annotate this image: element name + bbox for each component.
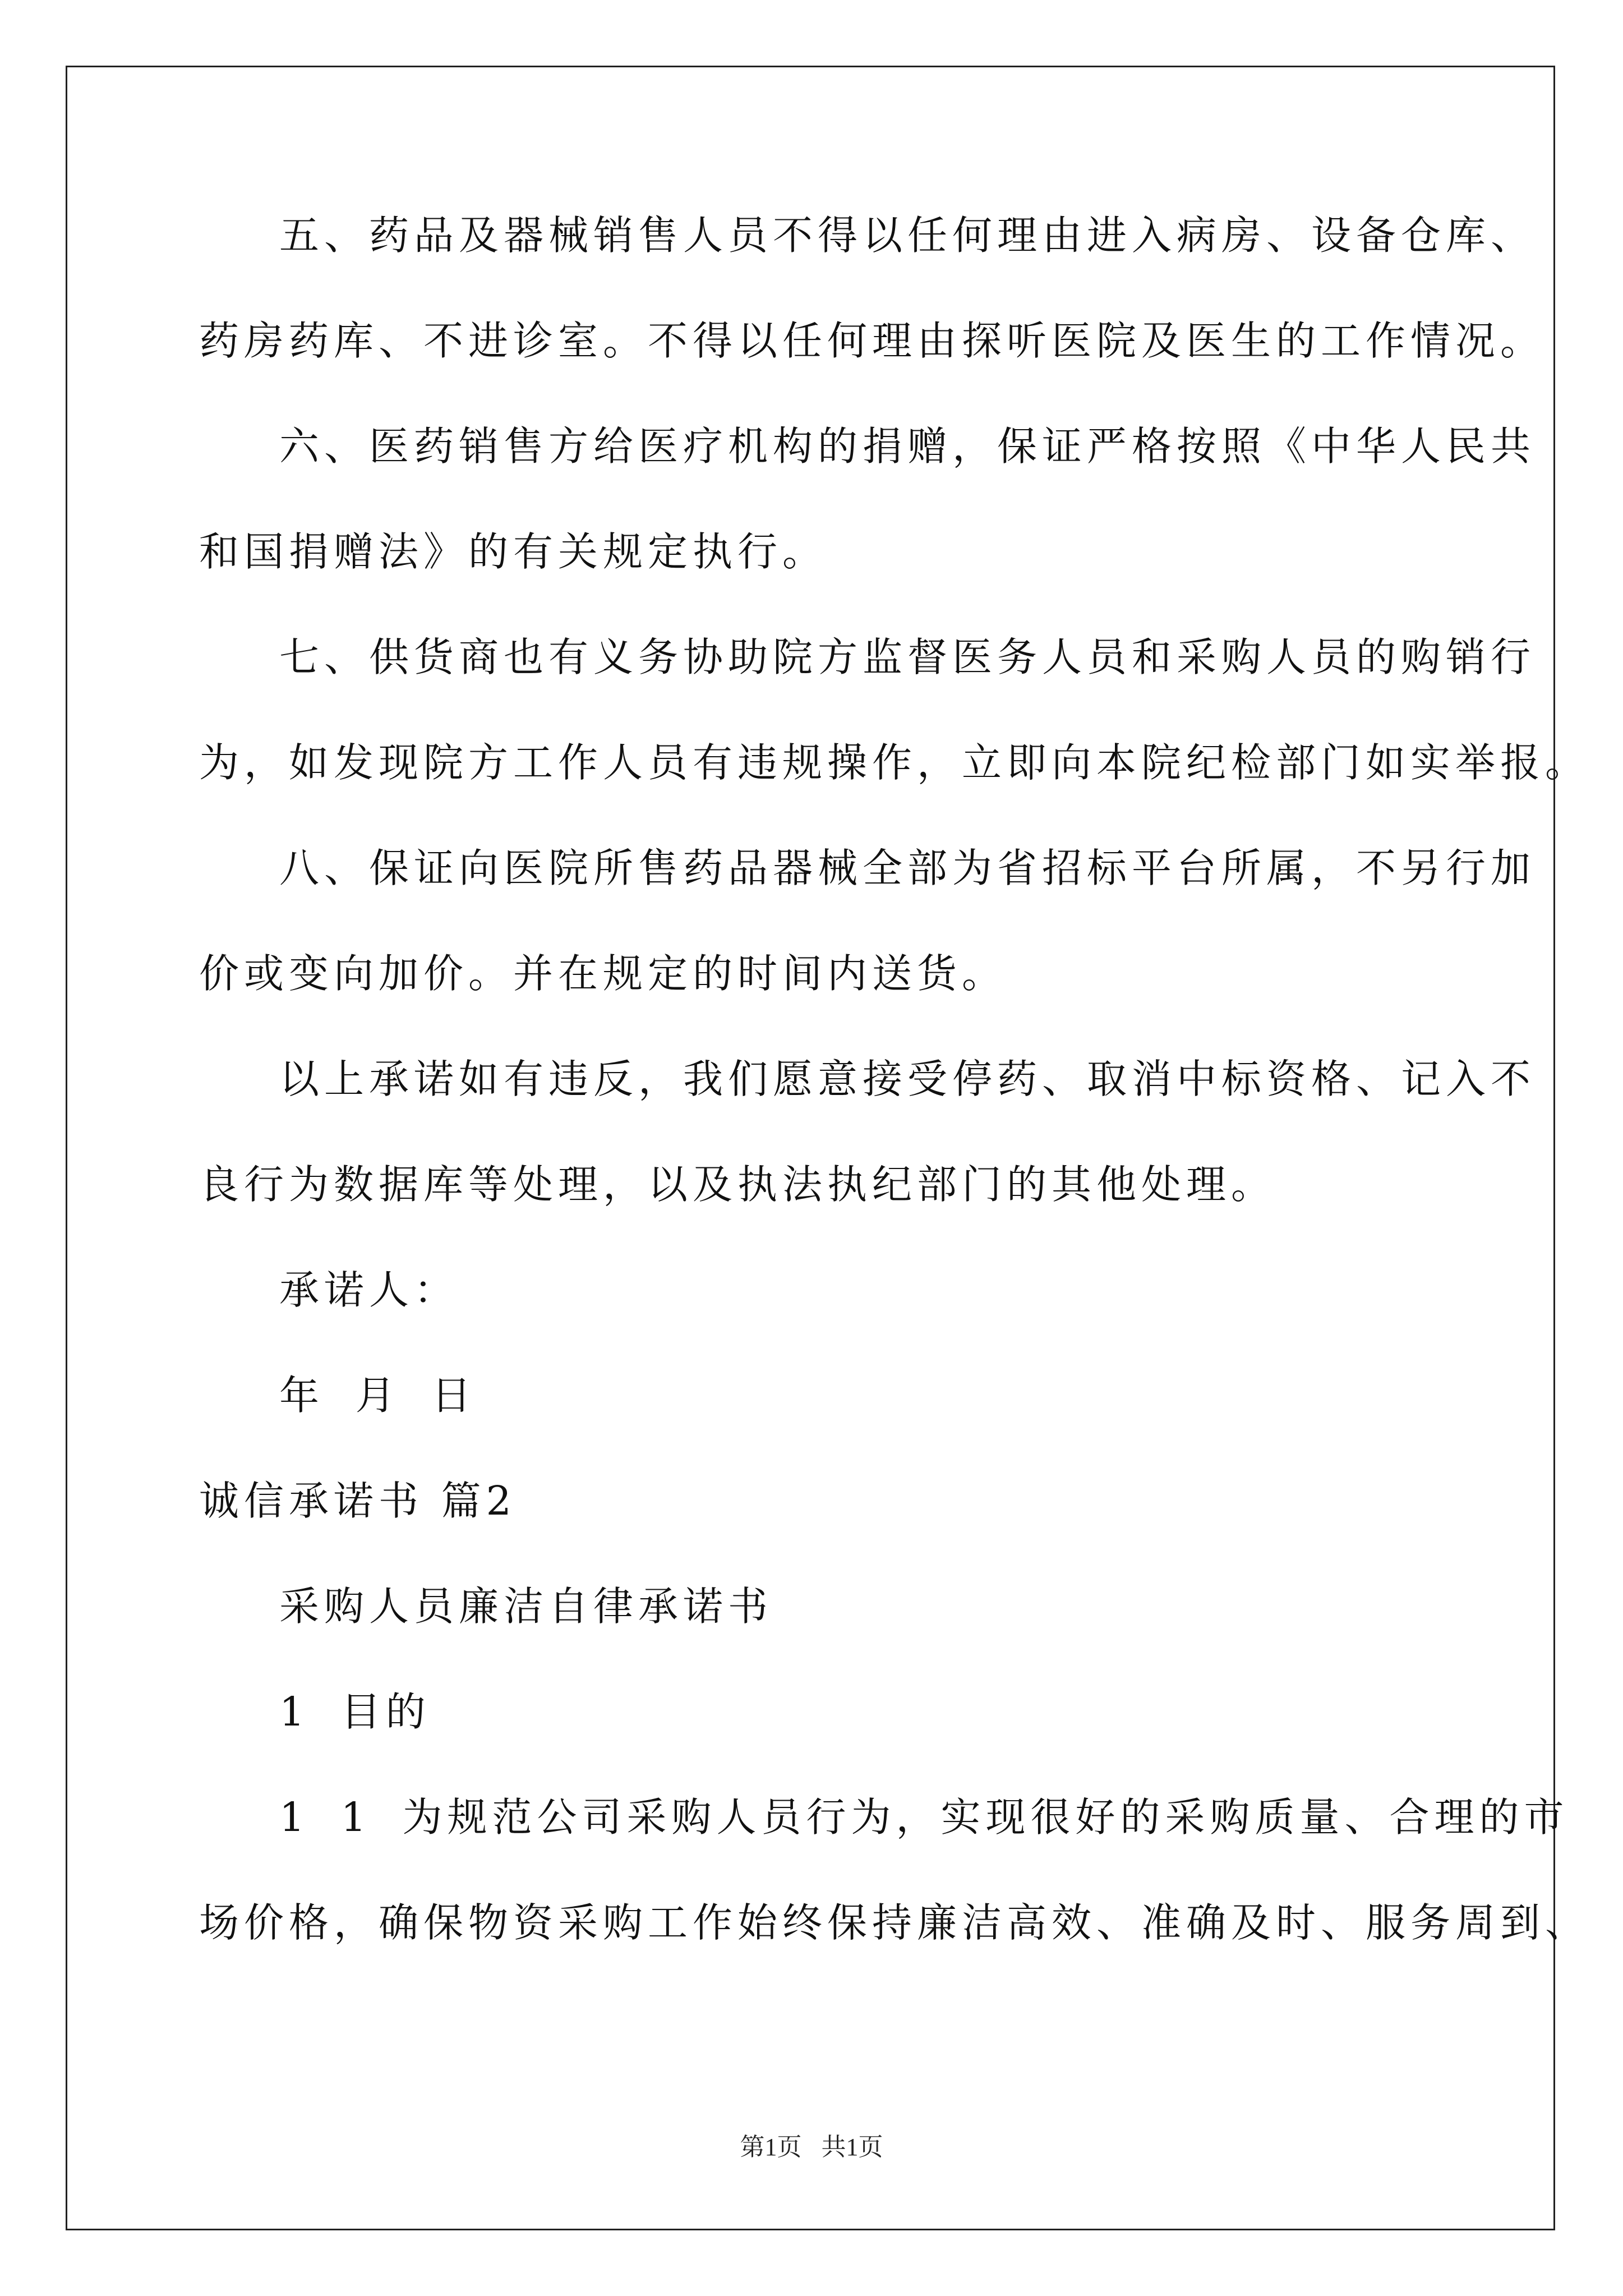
page-footer bbox=[0, 2131, 1623, 2164]
paragraph-line: 六、医药销售方给医疗机构的捐赠，保证严格按照《中华人民共 bbox=[279, 423, 1536, 470]
paragraph-line: 五、药品及器械销售人员不得以任何理由进入病房、设备仓库、 bbox=[279, 212, 1536, 259]
paragraph-8 bbox=[199, 840, 1536, 1002]
document-subtitle: 采购人员廉洁自律承诺书 bbox=[279, 1583, 773, 1630]
paragraph-line: 1 1 为规范公司采购人员行为，实现很好的采购质量、合理的市 bbox=[279, 1794, 1569, 1841]
paragraph-7 bbox=[199, 629, 1590, 791]
paragraph-line: 为，如发现院方工作人员有违规操作，立即向本院纪检部门如实举报。 bbox=[199, 739, 1590, 786]
paragraph-6 bbox=[199, 418, 1536, 580]
paragraph-line: 七、供货商也有义务协助院方监督医务人员和采购人员的购销行 bbox=[279, 634, 1536, 680]
date-line: 年 月 日 bbox=[279, 1372, 477, 1419]
paragraph-line: 良行为数据库等处理，以及执法执纪部门的其他处理。 bbox=[199, 1161, 1276, 1208]
section-heading: 诚信承诺书 篇2 bbox=[199, 1478, 517, 1524]
paragraph-line: 药房药库、不进诊室。不得以任何理由探听医院及医生的工作情况。 bbox=[199, 318, 1546, 364]
page-number: 第1页 bbox=[740, 2133, 802, 2161]
paragraph-line: 以上承诺如有违反，我们愿意接受停药、取消中标资格、记入不 bbox=[279, 1056, 1536, 1102]
paragraph-line: 八、保证向医院所售药品器械全部为省招标平台所属，不另行加 bbox=[279, 845, 1536, 891]
page-total: 共1页 bbox=[821, 2133, 883, 2161]
document-body bbox=[199, 208, 1590, 1951]
paragraph-line: 和国捐赠法》的有关规定执行。 bbox=[199, 528, 828, 575]
promisor-label: 承诺人： bbox=[279, 1267, 459, 1313]
item-1-heading: 1 目的 bbox=[279, 1688, 431, 1735]
paragraph-line: 价或变向加价。并在规定的时间内送货。 bbox=[199, 950, 1007, 997]
paragraph-line: 场价格，确保物资采购工作始终保持廉洁高效、准确及时、服务周到、 bbox=[199, 1899, 1590, 1946]
paragraph-closing bbox=[199, 1051, 1536, 1213]
paragraph-5 bbox=[199, 208, 1546, 369]
item-1-1 bbox=[199, 1789, 1590, 1951]
